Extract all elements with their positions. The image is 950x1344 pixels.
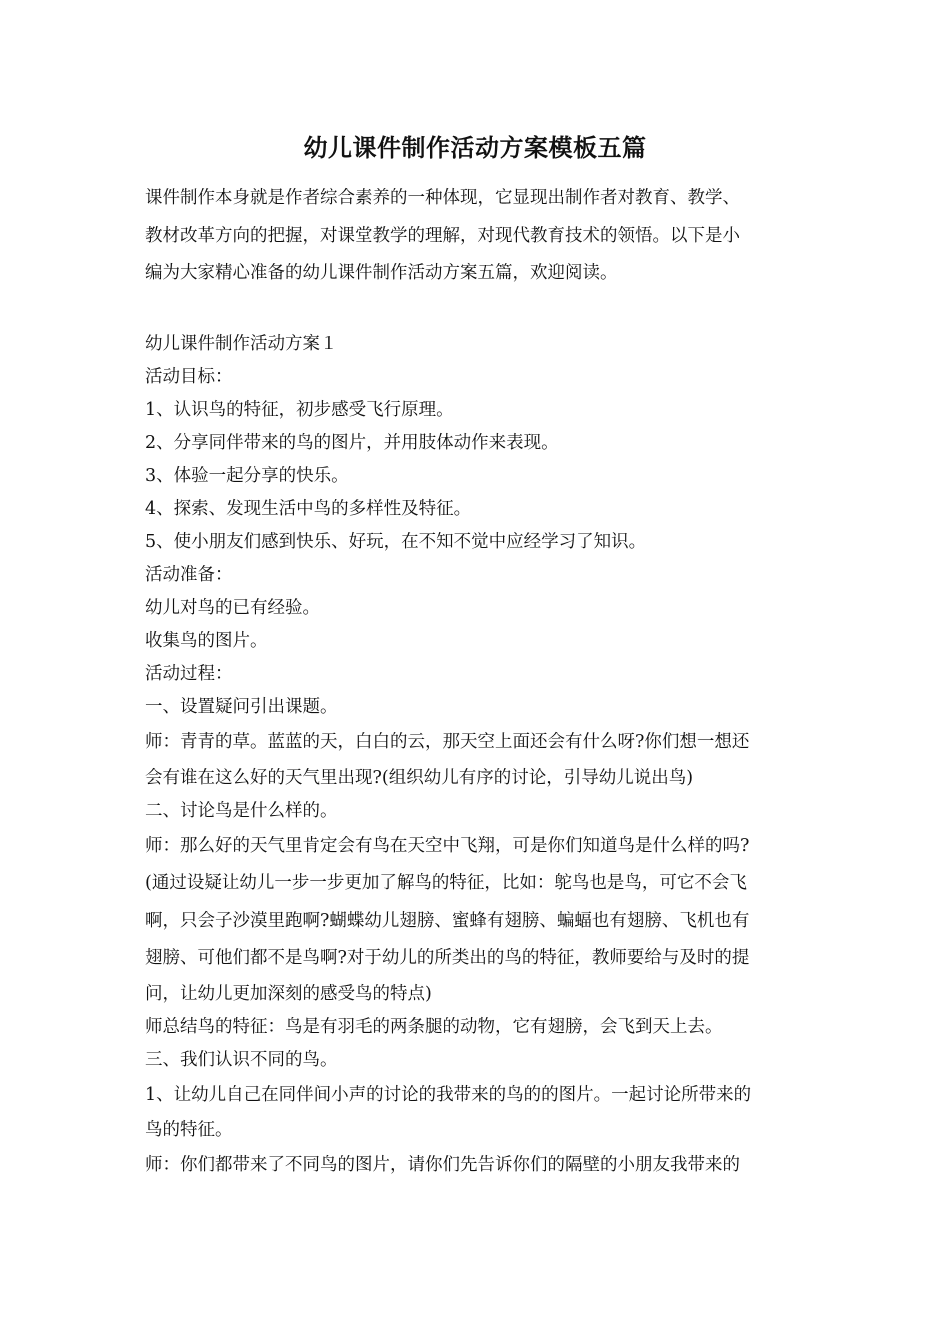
goal-item: 5、使小朋友们感到快乐、好玩，在不知不觉中应经学习了知识。 [145,532,647,552]
paragraph-line: 1、让幼儿自己在同伴间小声的讨论的我带来的鸟的的图片。一起讨论所带来的 [145,1084,752,1105]
goal-item: 2、分享同伴带来的鸟的图片，并用肢体动作来表现。 [145,433,559,453]
preparation-item: 幼儿对鸟的已有经验。 [145,598,320,618]
intro-paragraph [145,180,810,293]
paragraph-line: 翅膀、可他们都不是鸟啊?对于幼儿的所类出的鸟的特征，教师要给与及时的提 [145,948,750,968]
paragraph-line: 师：青青的草。蓝蓝的天，白白的云，那天空上面还会有什么呀?你们想一想还 [145,732,750,752]
paragraph-line: (通过设疑让幼儿一步一步更加了解鸟的特征，比如：鸵鸟也是鸟，可它不会飞 [145,873,747,893]
goal-item: 3、体验一起分享的快乐。 [145,466,349,486]
paragraph-line: 会有谁在这么好的天气里出现?(组织幼儿有序的讨论，引导幼儿说出鸟) [145,767,694,788]
goal-item: 4、探索、发现生活中鸟的多样性及特征。 [145,499,472,519]
paragraph-line: 师：你们都带来了不同鸟的图片，请你们先告诉你们的隔壁的小朋友我带来的 [145,1155,740,1175]
subheading-process: 活动过程： [145,664,233,684]
paragraph-line: 问，让幼儿更加深刻的感受鸟的特点) [145,983,432,1004]
preparation-item: 收集鸟的图片。 [145,631,268,651]
paragraph-line: 师总结鸟的特征：鸟是有羽毛的两条腿的动物，它有翅膀，会飞到天上去。 [145,1016,723,1037]
intro-line: 课件制作本身就是作者综合素养的一种体现，它显现出制作者对教育、教学、 [145,188,740,208]
subheading-goals: 活动目标： [145,367,233,387]
paragraph-line: 鸟的特征。 [145,1120,233,1140]
paragraph-line: 师：那么好的天气里肯定会有鸟在天空中飞翔，可是你们知道鸟是什么样的吗? [145,835,750,856]
paragraph-line: 啊，只会子沙漠里跑啊?蝴蝶幼儿翅膀、蜜蜂有翅膀、蝙蝠也有翅膀、飞机也有 [145,910,750,931]
goal-item: 1、认识鸟的特征，初步感受飞行原理。 [145,400,454,420]
intro-line: 编为大家精心准备的幼儿课件制作活动方案五篇，欢迎阅读。 [145,263,618,283]
document-title: 幼儿课件制作活动方案模板五篇 [303,133,647,162]
process-step: 三、我们认识不同的鸟。 [145,1049,338,1070]
section-heading: 幼儿课件制作活动方案１ [145,334,338,354]
document-body [145,328,810,1185]
process-step: 一、设置疑问引出课题。 [145,697,338,717]
process-step: 二、讨论鸟是什么样的。 [145,800,338,821]
subheading-preparation: 活动准备： [145,565,233,585]
intro-line: 教材改革方向的把握，对课堂教学的理解，对现代教育技术的领悟。以下是小 [145,225,740,246]
